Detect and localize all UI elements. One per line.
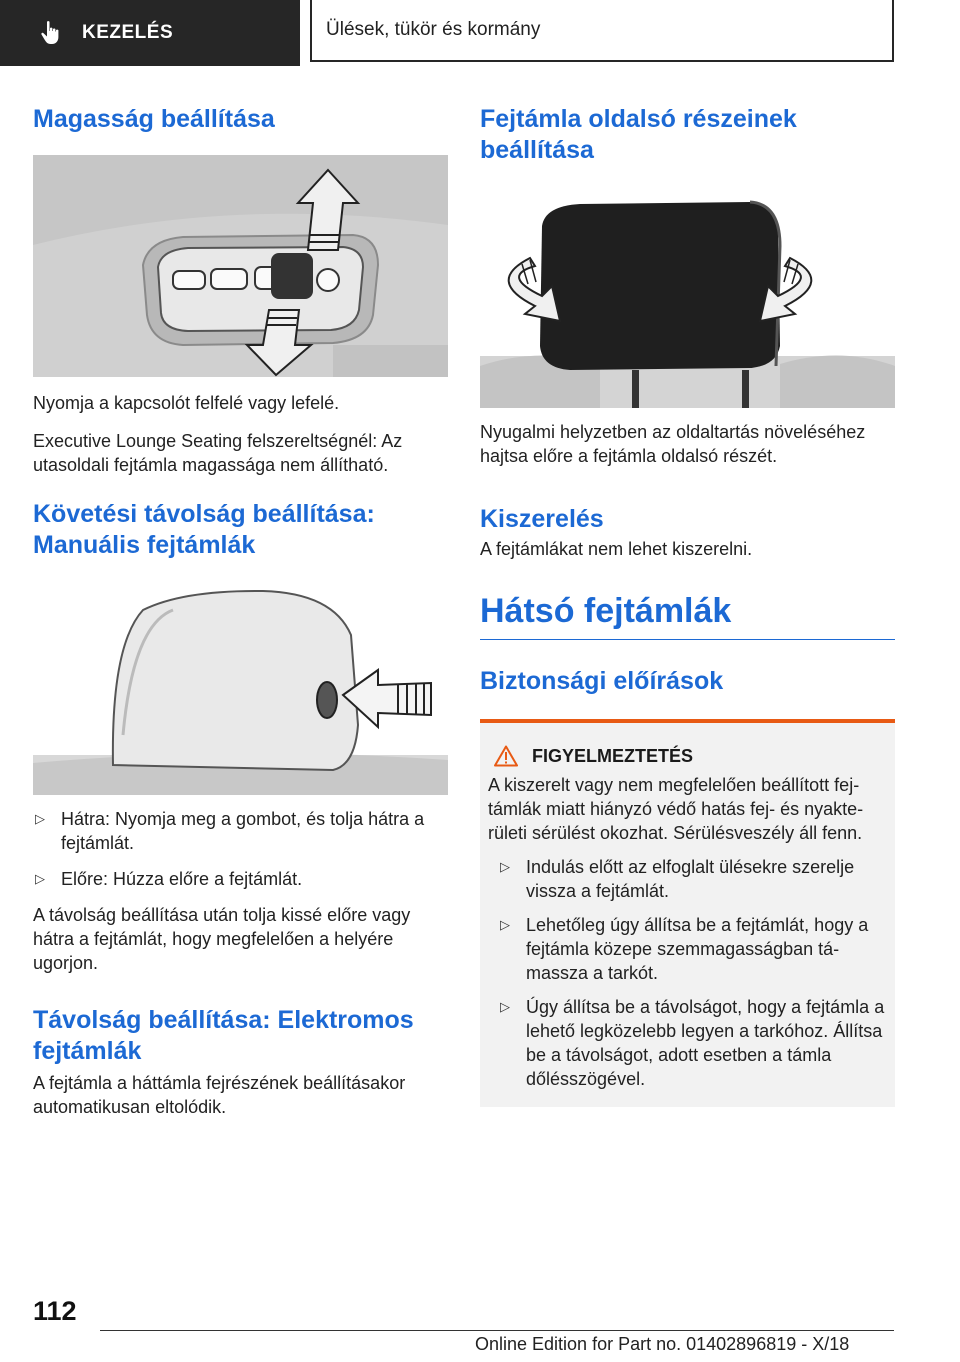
footer-edition: Online Edition for Part no. 01402896819 - X/18 xyxy=(475,1334,850,1354)
triangle-bullet-icon: ▷ xyxy=(35,871,45,886)
heading-rear-headrests: Hátsó fejtámlák xyxy=(480,592,732,630)
heading-underline xyxy=(480,639,895,640)
paragraph-manual-after: A távolság beállítása után tolja kissé előre vagy hátra a fejtámlát, hogy megfelelően a helyére ugorjon. xyxy=(33,905,411,973)
page-header xyxy=(0,0,960,66)
warning-box xyxy=(480,719,895,1107)
list-item-text: Úgy állítsa be a távolságot, hogy a fejtámla a lehető legközelebb legyen a tarkóhoz. Állítsa be a távolságot, adott esetben a támla dőlésszögével. xyxy=(526,997,885,1089)
triangle-bullet-icon: ▷ xyxy=(500,917,510,932)
right-column xyxy=(480,96,895,1107)
list-item xyxy=(498,855,887,903)
list-item-text: Előre: Húzza előre a fejtámlát. xyxy=(61,869,303,889)
heading-removal: Kiszerelés xyxy=(480,505,604,533)
warning-list xyxy=(488,855,887,1091)
warning-title-row xyxy=(488,745,887,767)
paragraph-side: Nyugalmi helyzetben az oldaltartás növeléséhez hajtsa előre a fejtámla oldalsó részét. xyxy=(480,422,866,466)
seat-switch-illustration xyxy=(33,155,448,377)
headrest-side-illustration xyxy=(480,186,895,408)
heading-height: Magasság beállítása xyxy=(33,105,275,133)
paragraph-height-1: Nyomja a kapcsolót felfelé vagy lefelé. xyxy=(33,393,340,413)
triangle-bullet-icon: ▷ xyxy=(500,999,510,1014)
list-item-text: Lehetőleg úgy állítsa be a fejtámlát, hogy a fejtámla közepe szemmagasságban tá-massza a tarkót. xyxy=(526,915,869,983)
list-item xyxy=(498,995,887,1091)
heading-safety: Biztonsági előírások xyxy=(480,667,724,695)
hand-pointer-icon xyxy=(40,20,64,46)
page-number: 112 xyxy=(33,1296,77,1326)
warning-title: FIGYELMEZTETÉS xyxy=(532,745,694,766)
warning-text: A kiszerelt vagy nem megfelelően beállított fej-támlák miatt hiányzó védő hatás fej- és nyakte-rületi sérülést okozhat. Sérülésveszély áll fenn. xyxy=(488,775,864,843)
paragraph-height-2: Executive Lounge Seating felszereltségnél: Az utasoldali fejtámla magassága nem állítható. xyxy=(33,431,403,475)
list-item xyxy=(33,807,448,855)
list-item xyxy=(33,867,448,891)
chapter-title: Ülések, tükör és kormány xyxy=(326,19,541,40)
list-item xyxy=(498,913,887,985)
heading-electric: Távolság beállítása: Elektromos fejtámlák xyxy=(33,1006,414,1065)
section-label: KEZELÉS xyxy=(82,22,174,43)
heading-follow-distance: Követési távolság beállítása: Manuális fejtámlák xyxy=(33,500,375,559)
chapter-tab xyxy=(310,0,894,62)
triangle-bullet-icon: ▷ xyxy=(500,859,510,874)
footer-divider xyxy=(100,1330,894,1331)
paragraph-removal: A fejtámlákat nem lehet kiszerelni. xyxy=(480,539,753,559)
list-item-text: Hátra: Nyomja meg a gombot, és tolja hátra a fejtámlát. xyxy=(61,809,425,853)
heading-side-parts: Fejtámla oldalsó részeinek beállítása xyxy=(480,105,797,164)
paragraph-electric: A fejtámla a háttámla fejrészének beállításakor automatikusan eltolódik. xyxy=(33,1073,406,1117)
headrest-button-illustration xyxy=(33,585,448,795)
section-tab xyxy=(0,0,300,66)
left-column xyxy=(33,96,448,1119)
triangle-bullet-icon: ▷ xyxy=(35,811,45,826)
list-item-text: Indulás előtt az elfoglalt ülésekre szerelje vissza a fejtámlát. xyxy=(526,857,855,901)
manual-steps-list xyxy=(33,807,448,891)
warning-triangle-icon xyxy=(494,745,518,767)
